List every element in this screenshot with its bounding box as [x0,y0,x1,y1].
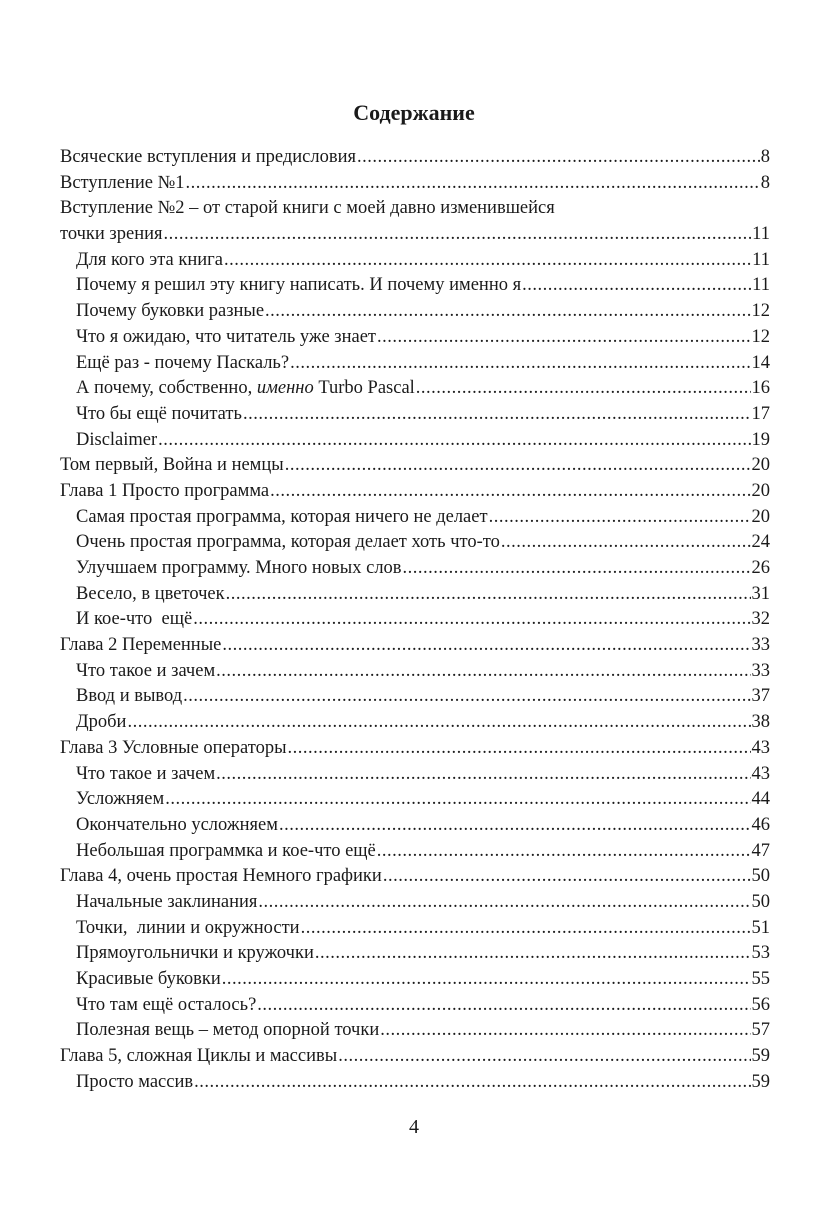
toc-entry-label: Прямоугольнички и кружочки [76,943,314,964]
toc-leader-dots [270,479,750,505]
toc-entry-label: Что бы ещё почитать [76,403,242,424]
toc-entry [60,890,770,916]
toc-entry [60,145,770,171]
toc-entry [60,248,770,274]
toc-page-number: 33 [751,660,770,681]
toc-entry [60,530,770,556]
toc-entry-label: Красивые буковки [76,969,221,989]
toc-page-number: 38 [751,712,770,733]
page-number: 4 [409,1116,419,1138]
toc-entry [60,633,770,659]
toc-leader-dots [357,145,760,171]
toc-page-number: 12 [751,326,770,347]
toc-page-number: 11 [752,224,770,245]
toc-leader-dots [257,993,750,1019]
toc-leader-dots [301,916,751,942]
toc-entry-label: Дроби [76,712,127,733]
toc-leader-dots [216,762,750,788]
toc-page-number: 26 [751,558,770,578]
toc-leader-dots [222,633,750,659]
toc-entry-label: Очень простая программа, которая делает хоть что-то [76,532,500,553]
toc-entry-label: Вступление №2 – от старой книги с моей давно изменившейся [60,198,555,219]
toc-page-number: 32 [751,609,770,630]
toc-leader-dots [279,813,751,839]
toc-entry [60,376,770,402]
toc-page-number: 55 [751,969,770,989]
toc-entry [60,787,770,813]
toc-leader-dots [127,710,750,736]
toc-page-number: 19 [751,429,770,450]
toc-entry-label: Самая простая программа, которая ничего не делает [76,506,488,527]
toc-entry-label: Почему буковки разные [76,301,265,322]
toc-page-number: 53 [751,943,770,964]
toc-entry-label: Небольшая программка и кое-что ещё [76,840,376,861]
toc-page-number: 46 [751,814,770,835]
toc-leader-dots [380,1018,750,1044]
toc-page-number: 47 [751,840,770,861]
toc-entry [60,325,770,351]
toc-entry-label: Окончательно усложняем [76,814,278,835]
toc-entry-label: Улучшаем программу. Много новых слов [76,558,402,578]
toc-leader-dots [165,787,750,813]
toc-page-number: 14 [751,352,770,373]
toc-entry [60,505,770,531]
toc-page-number: 56 [751,994,770,1015]
toc-page-number: 59 [751,1071,770,1092]
toc-leader-dots [164,222,752,248]
toc-leader-dots [338,1044,750,1070]
toc-leader-dots [193,607,750,633]
toc-entry-label: И кое-что ещё [76,609,193,630]
toc-page-number: 20 [751,480,770,501]
toc-leader-dots [194,1070,750,1096]
toc-entry-label: Начальные заклинания [76,891,258,912]
page-title: Содержание [353,100,475,125]
toc-page-number: 8 [760,147,770,167]
toc-entry-label: Всяческие вступления и предисловия [60,147,356,167]
toc-entry [60,607,770,633]
toc-leader-dots [403,556,751,582]
toc-entry [60,402,770,428]
toc-entry-label: Для кого эта книга [76,249,223,270]
toc-page-number: 50 [751,866,770,887]
toc-page-number: 31 [751,583,770,604]
toc-entry-label: Глава 1 Просто программа [60,480,270,501]
toc-leader-dots [383,864,751,890]
toc-entry [60,428,770,454]
toc-entry [60,1070,770,1096]
toc-entry [60,993,770,1019]
toc-entry-label: Глава 4, очень простая Немного графики [60,866,382,887]
toc-entry [60,967,770,993]
toc-entry [60,710,770,736]
toc-page-number: 20 [751,506,770,527]
toc-entry [60,916,770,942]
toc-entry-label: Disclaimer [76,429,158,450]
toc-entry-label: Ещё раз - почему Паскаль? [76,352,290,373]
toc-entry-label: Что там ещё осталось? [76,994,257,1015]
toc-entry-label: Глава 3 Условные операторы [60,737,287,758]
toc-leader-dots [501,530,751,556]
toc-entry-label: Ввод и вывод [76,686,183,707]
toc-entry [60,813,770,839]
toc-page-number: 20 [751,455,770,476]
toc-leader-dots [416,376,751,402]
toc-leader-dots [226,582,751,608]
toc-entry-label: Просто массив [76,1071,194,1092]
toc-page-number: 51 [751,917,770,938]
toc-label-part: А почему, собственно, [76,378,257,399]
toc-page-number: 16 [751,378,770,399]
toc-page-number: 11 [752,249,770,270]
toc-leader-dots [243,402,751,428]
toc-entry-label: Что такое и зачем [76,660,216,681]
toc-entry-label: Глава 2 Переменные [60,635,222,656]
table-of-contents [60,145,770,1095]
toc-entry [60,171,770,197]
toc-entry [60,1044,770,1070]
toc-leader-dots [216,659,750,685]
toc-page-number: 33 [751,635,770,656]
toc-entry [60,299,770,325]
toc-page-number: 12 [751,301,770,322]
toc-entry-line [60,196,770,222]
toc-leader-dots [489,505,751,531]
toc-entry [60,1018,770,1044]
toc-entry-label: Весело, в цветочек [76,583,225,604]
toc-page-number: 50 [751,891,770,912]
toc-label-emphasis: именно [256,378,314,399]
toc-entry [60,762,770,788]
toc-entry-label: Что я ожидаю, что читатель уже знает [76,326,376,347]
toc-entry [60,659,770,685]
toc-leader-dots [377,839,751,865]
toc-entry [60,453,770,479]
toc-page-number: 57 [751,1020,770,1041]
toc-entry [60,864,770,890]
toc-entry-label: Полезная вещь – метод опорной точки [76,1020,380,1041]
toc-page-number: 44 [751,789,770,810]
toc-leader-dots [522,273,751,299]
toc-entry-label: Глава 5, сложная Циклы и массивы [60,1046,338,1067]
toc-leader-dots [265,299,750,325]
toc-entry-label: точки зрения [60,224,163,245]
toc-leader-dots [285,453,751,479]
toc-leader-dots [158,428,750,454]
toc-entry [60,479,770,505]
toc-page-number: 24 [751,532,770,553]
toc-entry-label: Точки, линии и окружности [76,917,300,938]
toc-leader-dots [224,248,751,274]
toc-leader-dots [258,890,750,916]
toc-page-number: 17 [751,403,770,424]
toc-leader-dots [377,325,751,351]
toc-entry-label [76,376,415,402]
toc-entry [60,273,770,299]
toc-leader-dots [290,351,750,377]
toc-label-part: Turbo Pascal [313,378,415,399]
toc-leader-dots [186,171,760,197]
toc-page-number: 43 [751,763,770,784]
toc-page-number: 37 [751,686,770,707]
toc-entry [60,351,770,377]
toc-entry-label: Что такое и зачем [76,763,216,784]
toc-entry-label: Почему я решил эту книгу написать. И почему именно я [76,275,522,296]
toc-entry [60,556,770,582]
toc-entry-label: Том первый, Война и немцы [60,455,284,476]
toc-entry [60,736,770,762]
toc-page-number: 59 [751,1046,770,1067]
toc-entry [60,839,770,865]
toc-leader-dots [288,736,751,762]
toc-entry-label: Вступление №1 [60,172,185,193]
toc-entry [60,941,770,967]
toc-page-number: 43 [751,737,770,758]
toc-entry-label: Усложняем [76,789,165,810]
toc-page-number: 11 [752,275,770,296]
toc-entry [60,222,770,248]
toc-leader-dots [222,967,751,993]
toc-entry [60,582,770,608]
toc-leader-dots [315,941,751,967]
toc-leader-dots [183,684,750,710]
toc-entry [60,684,770,710]
toc-page-number: 8 [760,172,770,193]
